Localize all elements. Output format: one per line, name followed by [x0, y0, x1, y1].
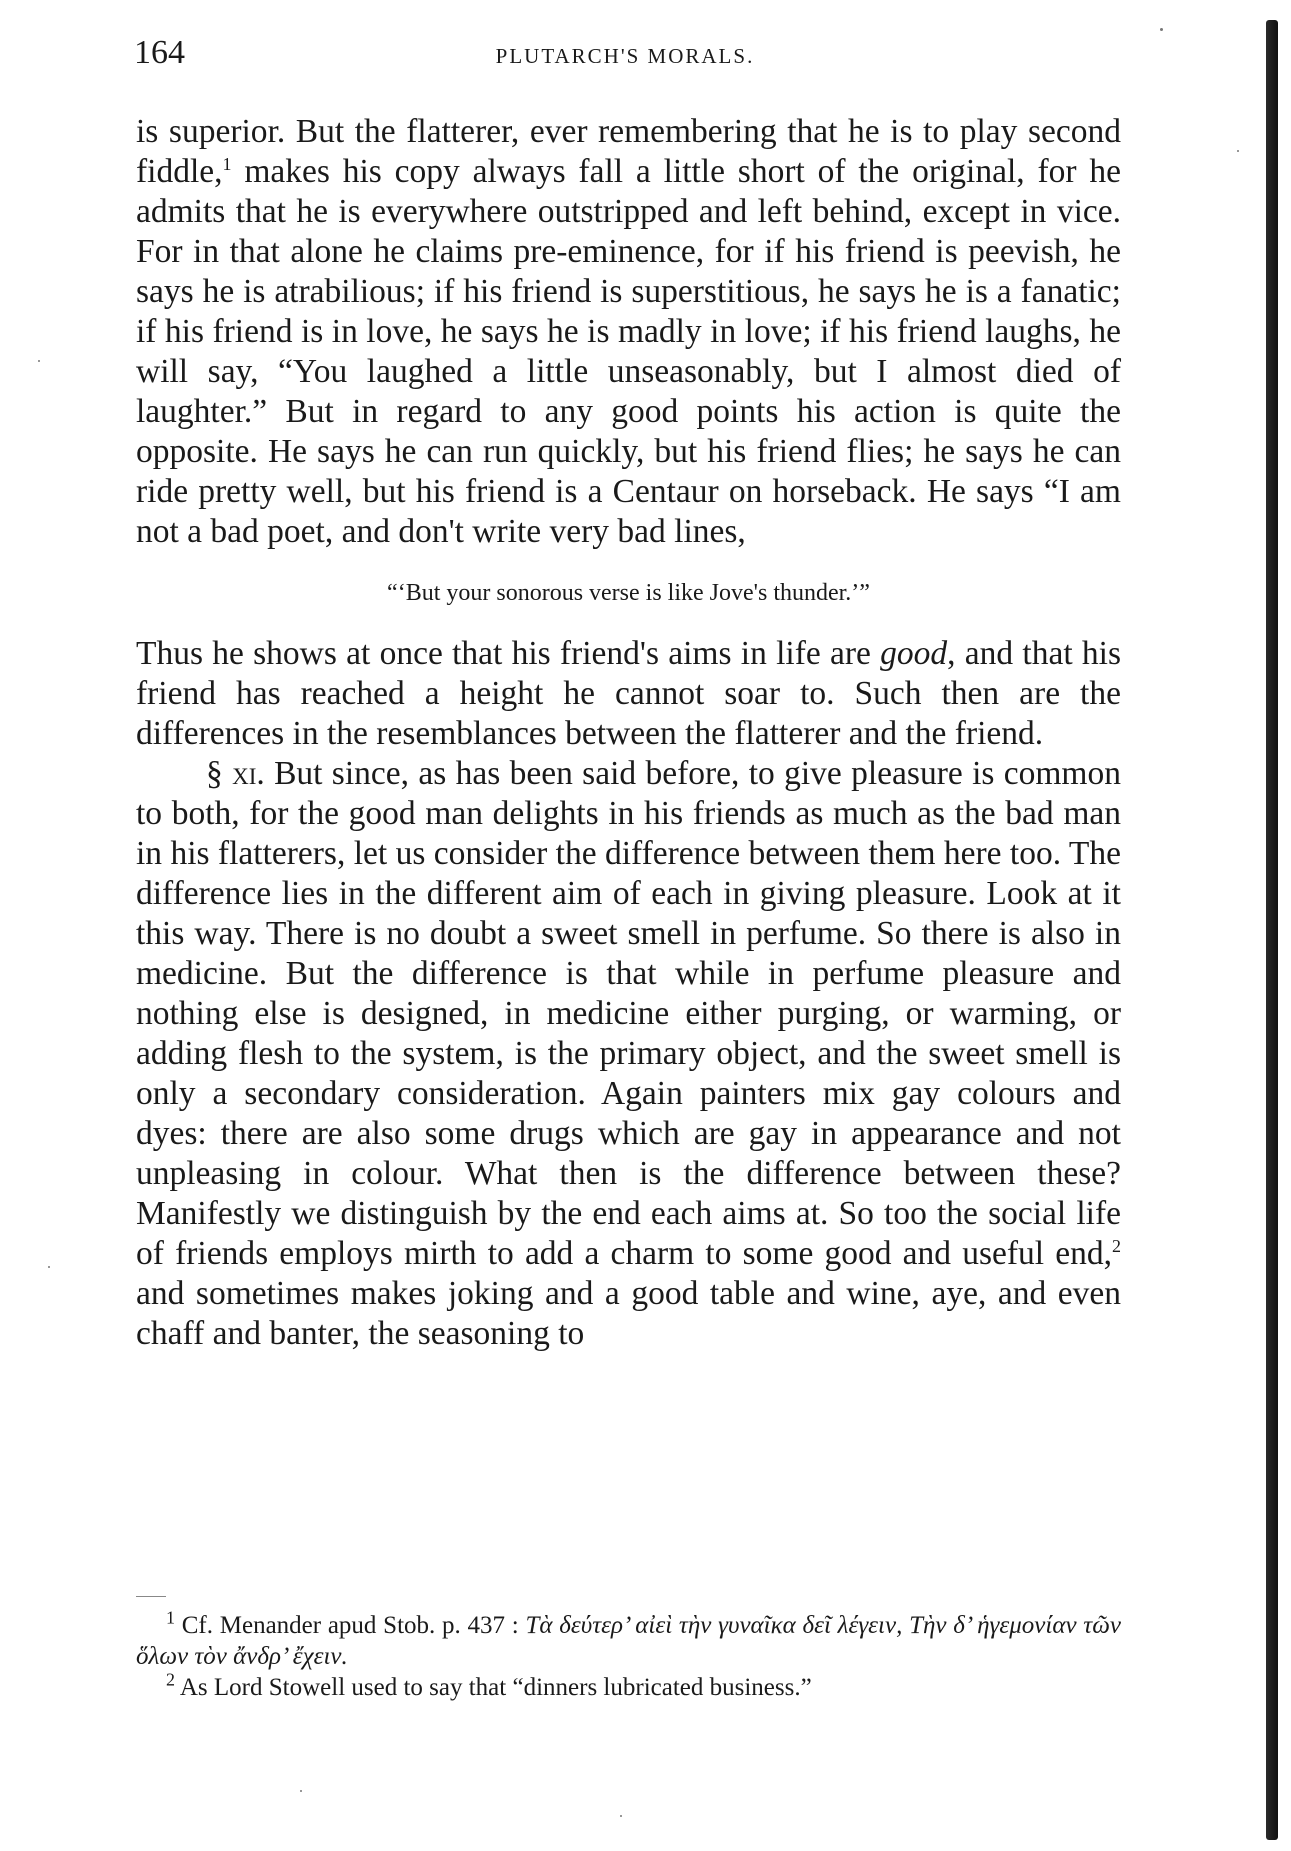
paragraph-3	[136, 754, 1121, 1354]
paragraph-2-text-b: , and that his friend has reached a height he cannot soar to. Such then are the differences in the resemblances between the flatterer and the friend.	[136, 635, 1121, 752]
verse-quotation: “‘But your sonorous verse is like Jove's thunder.’”	[387, 580, 870, 606]
footnote-ref-1: 1	[222, 153, 232, 174]
page-number: 164	[134, 34, 185, 71]
scan-speck	[1237, 150, 1239, 152]
scan-speck	[300, 1790, 302, 1792]
emphasis-good: good	[880, 635, 948, 672]
scan-speck	[38, 360, 40, 362]
paragraph-3-text-a: But since, as has been said before, to give pleasure is common to both, for the good man delights in his friends as much as the bad man in his flatterers, let us consider the difference between them here too. The difference lies in the different aim of each in giving pleasure. Look at it this way. There is no doubt a sweet smell in perfume. So there is also in medicine. But the difference is that while in perfume pleasure and nothing else is designed, in medicine either purging, or warming, or adding flesh to the system, is the primary object, and the sweet smell is only a secondary consideration. Again painters mix gay colours and dyes: there are also some drugs which are gay in appearance and not unpleasing in colour. What then is the difference between these? Manifestly we distinguish by the end each aims at. So too the social life of friends employs mirth to add a charm to some good and useful end,	[136, 755, 1121, 1272]
footnote-rule	[136, 1596, 166, 1597]
footnote-2-text: As Lord Stowell used to say that “dinners lubricated business.”	[175, 1674, 812, 1701]
footnotes	[136, 1607, 1122, 1703]
paragraph-1-text-b: makes his copy always fall a little short of the original, for he admits that he is everywhere outstripped and left behind, except in vice. For in that alone he claims pre-eminence, for if his friend is peevish, he says he is atrabilious; if his friend is superstitious, he says he is a fanatic; if his friend is in love, he says he is madly in love; if his friend laughs, he will say, “You laughed a little unseasonably, but I almost died of laughter.” But in regard to any good points his action is quite the opposite. He says he can run quickly, but his friend flies; he says he can ride pretty well, but his friend is a Centaur on horseback. He says “I am not a bad poet, and don't write very bad lines,	[136, 153, 1121, 550]
footnote-1-greek: Τὰ δεύτερ’ αἰεὶ τὴν γυναῖκα δεῖ λέγειν, Τὴν δ’ ἡγεμονίαν τῶν ὅλων τὸν ἄνδρ’ ἔχειν.	[136, 1612, 1122, 1670]
footnote-1-text: Cf. Menander apud Stob. p. 437 :	[175, 1612, 526, 1639]
paragraph-1	[136, 112, 1121, 552]
scan-speck	[48, 1266, 50, 1268]
page-header	[130, 28, 1120, 78]
footnote-2-mark: 2	[166, 1669, 175, 1690]
footnote-ref-2: 2	[1112, 1235, 1121, 1256]
footnote-1	[136, 1607, 1122, 1672]
main-text	[136, 112, 1121, 1354]
footnote-1-mark: 1	[166, 1607, 175, 1628]
scan-speck	[1160, 28, 1163, 31]
scan-speck	[620, 1815, 622, 1817]
paragraph-2-text-a: Thus he shows at once that his friend's aims in life are	[136, 635, 881, 672]
section-mark: § xi.	[206, 755, 265, 792]
footnote-2	[136, 1669, 1121, 1703]
paragraph-3-text-b: and sometimes makes joking and a good table and wine, aye, and even chaff and banter, the seasoning to	[136, 1275, 1121, 1352]
running-title: PLUTARCH'S MORALS.	[495, 44, 755, 68]
paragraph-2	[136, 634, 1121, 754]
paragraph-1-text-a: is superior. But the flatterer, ever remembering that he is to play second fiddle,	[136, 113, 1121, 190]
page-edge-shadow	[1266, 20, 1278, 1840]
